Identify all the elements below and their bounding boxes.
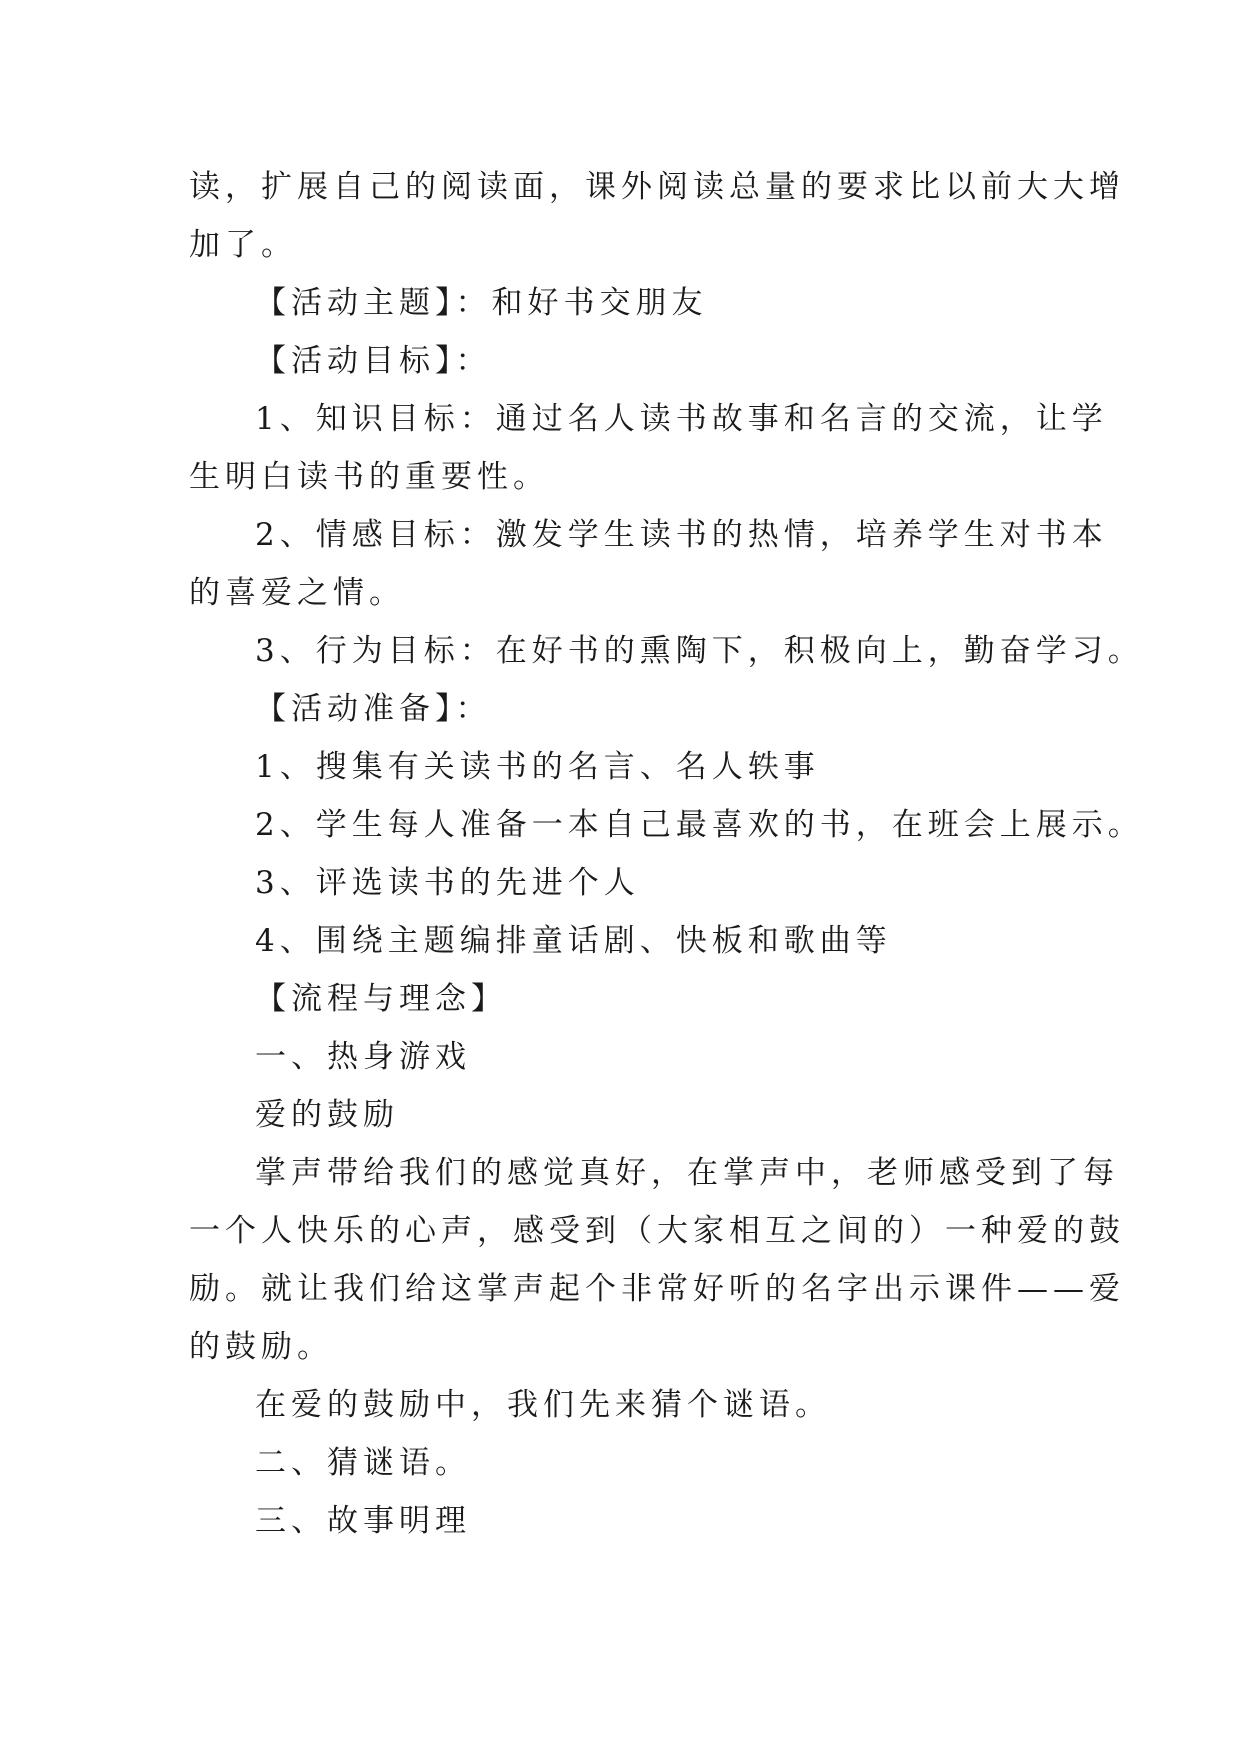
text-line: 一个人快乐的心声，感受到（大家相互之间的）一种爱的鼓 — [189, 1213, 1125, 1249]
paragraph — [189, 622, 1144, 680]
paragraph — [189, 1144, 1125, 1376]
text-line: 掌声带给我们的感觉真好，在掌声中，老师感受到了每 — [255, 1155, 1119, 1191]
text-line: 生明白读书的重要性。 — [189, 459, 549, 495]
text-line: 3、行为目标：在好书的熏陶下，积极向上，勤奋学习。 — [255, 633, 1144, 669]
paragraph — [189, 1376, 1069, 1434]
text-line: 3、评选读书的先进个人 — [255, 865, 640, 901]
paragraph — [189, 1434, 1069, 1492]
text-line: 三、故事明理 — [255, 1503, 471, 1539]
text-line: 励。就让我们给这掌声起个非常好听的名字出示课件——爱 — [189, 1271, 1125, 1307]
text-line: 【活动目标】： — [255, 343, 492, 379]
paragraph — [189, 680, 1069, 738]
paragraph — [189, 738, 1069, 796]
paragraph — [189, 970, 1069, 1028]
text-line: 2、学生每人准备一本自己最喜欢的书，在班会上展示。 — [255, 807, 1144, 843]
text-line: 1、知识目标：通过名人读书故事和名言的交流，让学 — [255, 401, 1108, 437]
document-body — [189, 158, 1144, 1550]
text-line: 在爱的鼓励中，我们先来猜个谜语。 — [255, 1387, 831, 1423]
paragraph — [189, 854, 1069, 912]
paragraph — [189, 274, 1069, 332]
paragraph — [189, 912, 1069, 970]
paragraph — [189, 796, 1144, 854]
text-line: 2、情感目标：激发学生读书的热情，培养学生对书本 — [255, 517, 1108, 553]
text-line: 1、搜集有关读书的名言、名人轶事 — [255, 749, 820, 785]
paragraph — [189, 1086, 1069, 1144]
text-line: 读，扩展自己的阅读面，课外阅读总量的要求比以前大大增 — [189, 169, 1125, 205]
paragraph — [189, 1492, 1069, 1550]
text-line: 4、围绕主题编排童话剧、快板和歌曲等 — [255, 923, 892, 959]
text-line: 爱的鼓励 — [255, 1097, 399, 1133]
text-line: 【活动主题】：和好书交朋友 — [255, 285, 708, 321]
text-line: 的鼓励。 — [189, 1329, 333, 1365]
text-line: 【流程与理念】 — [255, 981, 507, 1017]
paragraph — [189, 158, 1125, 274]
paragraph — [189, 506, 1108, 622]
paragraph — [189, 390, 1108, 506]
paragraph — [189, 1028, 1069, 1086]
text-line: 二、猜谜语。 — [255, 1445, 471, 1481]
text-line: 一、热身游戏 — [255, 1039, 471, 1075]
paragraph — [189, 332, 1069, 390]
text-line: 加了。 — [189, 227, 297, 263]
text-line: 的喜爱之情。 — [189, 575, 405, 611]
text-line: 【活动准备】： — [255, 691, 492, 727]
